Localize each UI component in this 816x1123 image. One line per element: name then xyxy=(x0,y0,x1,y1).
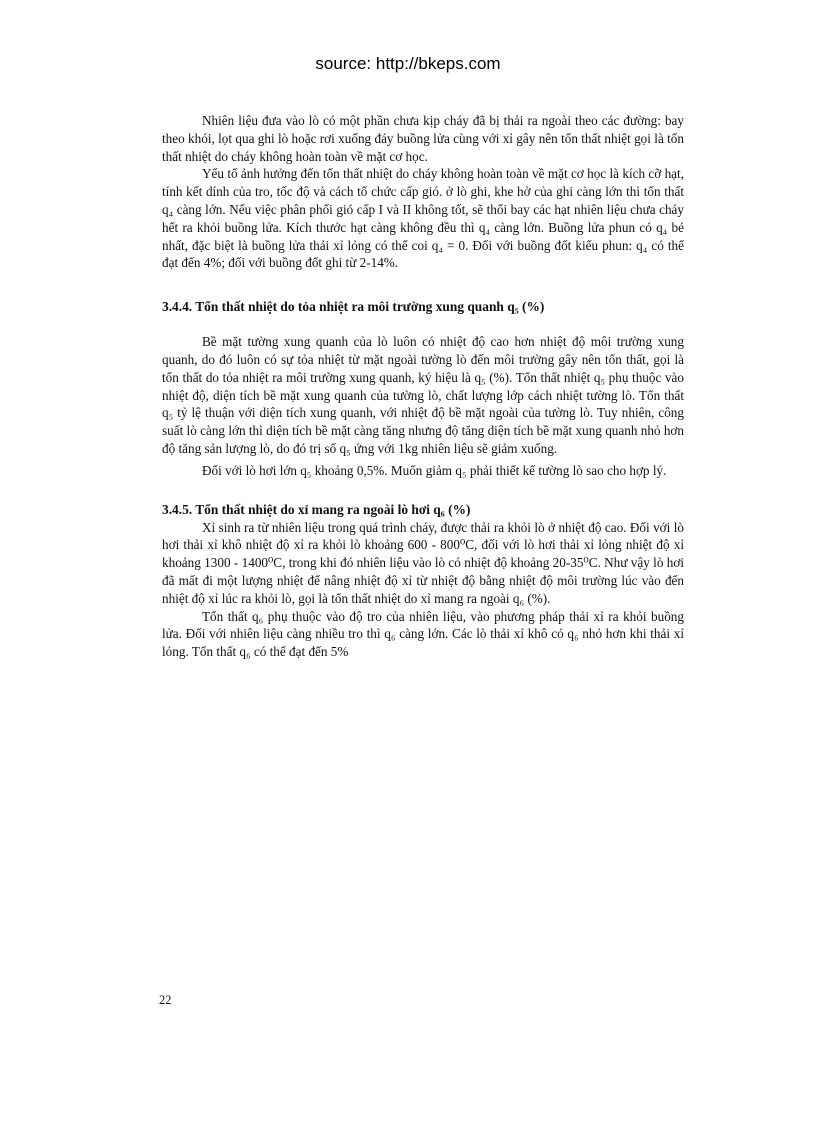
page-number: 22 xyxy=(159,993,172,1007)
paragraph-q4-definition: Nhiên liệu đưa vào lò có một phần chưa kịp cháy đã bị thải ra ngoài theo các đường: bay theo khói, lọt qua ghi lò hoặc rơi xuống đáy buồng lửa cùng với xỉ gây nên tổn thất nhiệt gọi là tổn thất nhiệt do cháy không hoàn toàn về mặt cơ học. xyxy=(162,113,684,164)
paragraph-q4-factors: Yếu tố ảnh hưởng đến tổn thất nhiệt do cháy không hoàn toàn về mặt cơ học là kích cỡ hạt, tính kết dính của tro, tốc độ và cách tổ chức cấp gió. ở lò ghi, khe hở của ghi càng lớn thì tổn thất q₄ càng lớn. Nếu việc phân phối gió cấp I và II không tốt, sẽ thổi bay các hạt nhiên liệu chưa cháy hết ra khỏi buồng lửa. Kích thước hạt càng không đều thì q₄ càng lớn. Buồng lửa phun có q₄ bé nhất, đặc biệt là buồng lửa thải xỉ lỏng có thể coi q₄ = 0. Đối với buồng đốt kiểu phun: q₄ có thể đạt đến 4%; đối với buồng đốt ghi từ 2-14%. xyxy=(162,166,684,271)
paragraph-q6-definition: Xỉ sinh ra từ nhiên liệu trong quá trình cháy, được thải ra khỏi lò ở nhiệt độ cao. Đối với lò hơi thải xỉ khô nhiệt độ xỉ ra khỏi lò khoảng 600 - 800⁰C, đối với lò hơi thải xỉ lỏng nhiệt độ xỉ khoảng 1300 - 1400⁰C, trong khi đó nhiên liệu vào lò có nhiệt độ khoảng 20-35⁰C. Như vậy lò hơi đã mất đi một lượng nhiệt để nâng nhiệt độ xỉ từ nhiệt độ bằng nhiệt độ môi trường lúc vào đến nhiệt độ xỉ lúc ra khỏi lò, gọi là tổn thất nhiệt do xỉ mang ra ngoài q₆ (%). xyxy=(162,519,684,606)
paragraph-q5-value: Đối với lò hơi lớn q₅ khoảng 0,5%. Muốn giảm q₅ phải thiết kế tường lò sao cho hợp lý. xyxy=(202,462,667,478)
heading-3-4-5: 3.4.5. Tổn thất nhiệt do xỉ mang ra ngoài lò hơi q₆ (%) xyxy=(162,501,471,517)
page-content xyxy=(162,112,684,661)
heading-3-4-4: 3.4.4. Tổn thất nhiệt do tỏa nhiệt ra môi trường xung quanh q₅ (%) xyxy=(162,299,545,315)
source-url[interactable]: source: http://bkeps.com xyxy=(315,54,501,73)
paragraph-q5-definition: Bề mặt tường xung quanh của lò luôn có nhiệt độ cao hơn nhiệt độ môi trường xung quanh, do đó luôn có sự tỏa nhiệt từ mặt ngoài tường lò đến môi trường gây nên tổn thất, gọi là tổn thất do tỏa nhiệt ra môi trường xung quanh, ký hiệu là q₅ (%). Tổn thất nhiệt q₅ phụ thuộc vào nhiệt độ, diện tích bề mặt xung quanh của tường lò, chất lượng lớp cách nhiệt tường lò. Tổn thất q₅ tỷ lệ thuận với diện tích xung quanh, với nhiệt độ bề mặt ngoài của tường lò. Tuy nhiên, công suất lò càng lớn thì diện tích bề mặt càng tăng nhưng độ tăng diện tích bề mặt xung quanh nhỏ hơn độ tăng sản lượng lò, do đó trị số q₅ ứng với 1kg nhiên liệu sẽ giảm xuống. xyxy=(162,334,684,456)
paragraph-q6-factors: Tổn thất q₆ phụ thuộc vào độ tro của nhiên liệu, vào phương pháp thải xỉ ra khỏi buồng lửa. Đối với nhiên liệu càng nhiều tro thì q₆ càng lớn. Các lò thải xỉ khô có q₆ nhỏ hơn khi thải xỉ lỏng. Tổn thất q₆ có thể đạt đến 5% xyxy=(162,608,684,660)
